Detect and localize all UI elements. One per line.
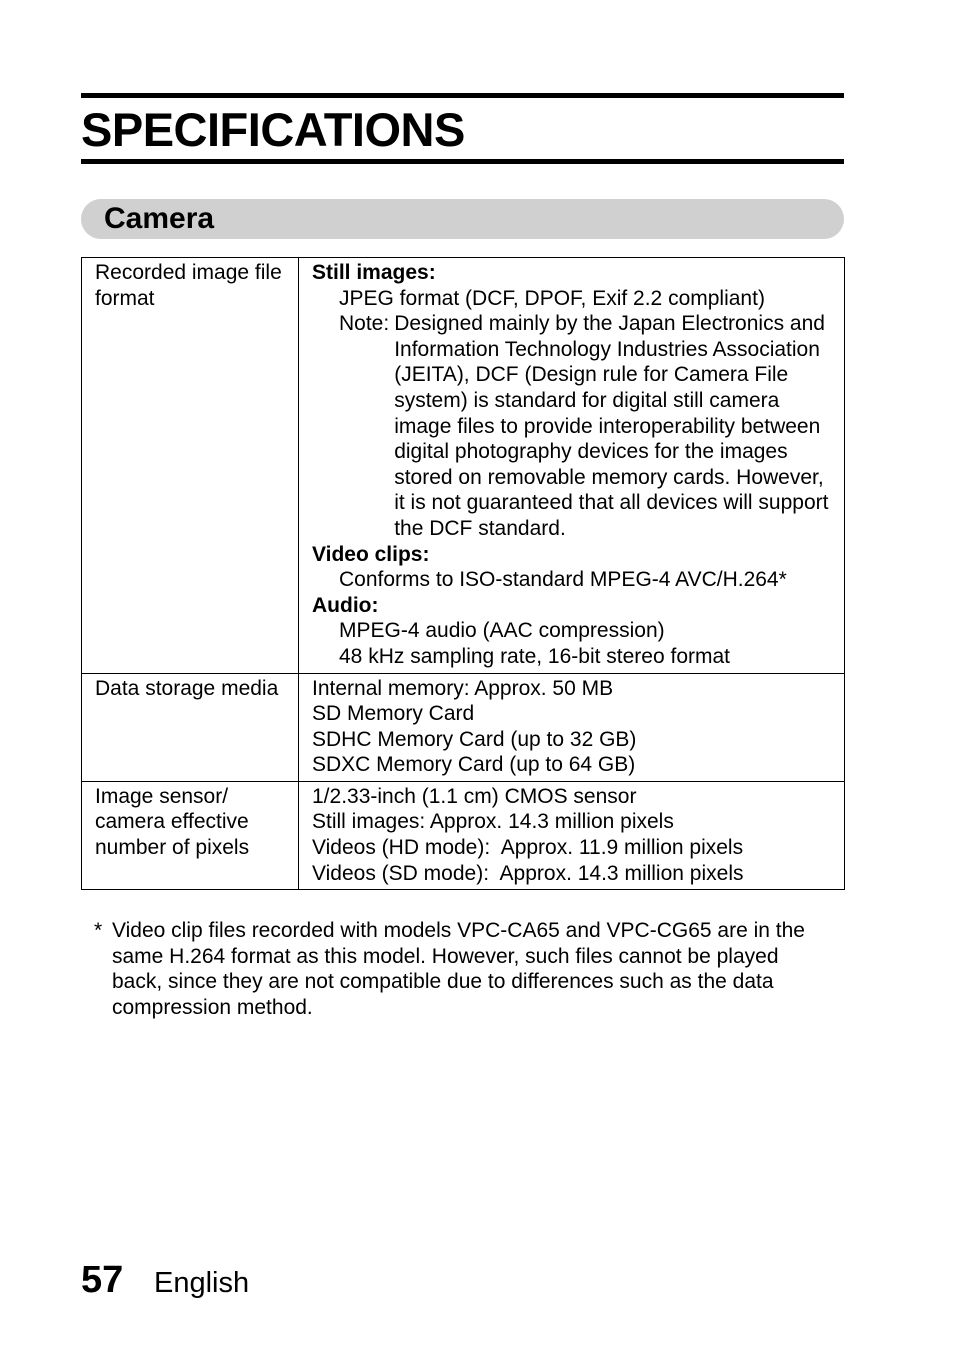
footnote-mark: *	[94, 919, 103, 942]
specifications-table	[81, 257, 845, 890]
page-title: SPECIFICATIONS	[81, 103, 465, 156]
table-row	[82, 673, 845, 781]
note-prefix: Note:	[339, 312, 390, 336]
row-value	[299, 781, 845, 889]
value-line: Videos (SD mode): Approx. 14.3 million pixels	[312, 861, 744, 885]
value-line: SD Memory Card	[312, 702, 475, 726]
footnote	[94, 918, 834, 1020]
page-language: English	[154, 1267, 250, 1299]
row-value	[299, 258, 845, 674]
section-title: Camera	[104, 202, 215, 235]
section-header	[81, 199, 844, 239]
still-images-heading: Still images:	[312, 261, 436, 284]
row-label: Image sensor/ camera effective number of pixels	[82, 781, 299, 889]
dcf-note	[312, 311, 834, 541]
video-clips-format: Conforms to ISO-standard MPEG-4 AVC/H.264*	[339, 568, 787, 592]
value-line: SDHC Memory Card (up to 32 GB)	[312, 727, 637, 751]
audio-heading: Audio:	[312, 593, 379, 617]
footnote-text: Video clip files recorded with models VPC-CA65 and VPC-CG65 are in the same H.264 format as this model. However, such files cannot be played back, since they are not compatible due to differences such as the data compression method.	[112, 919, 805, 1019]
row-value	[299, 673, 845, 781]
note-text: Designed mainly by the Japan Electronics and Information Technology Industries Association (JEITA), DCF (Design rule for Camera File system) is standard for digital still camera image files to provide interoperability between digital photography devices for the images stored on removable memory cards. However, it is not guaranteed that all devices will support the DCF standard.	[394, 312, 829, 540]
title-block	[81, 93, 844, 164]
value-line: Internal memory: Approx. 50 MB	[312, 676, 614, 700]
value-line: 1/2.33-inch (1.1 cm) CMOS sensor	[312, 784, 637, 808]
still-images-format: JPEG format (DCF, DPOF, Exif 2.2 compliant)	[339, 286, 765, 310]
row-label: Recorded image file format	[82, 258, 299, 674]
value-line: SDXC Memory Card (up to 64 GB)	[312, 753, 636, 777]
audio-sampling: 48 kHz sampling rate, 16-bit stereo format	[339, 644, 731, 668]
table-row	[82, 781, 845, 889]
value-line: Still images: Approx. 14.3 million pixels	[312, 810, 674, 834]
row-label: Data storage media	[82, 673, 299, 781]
table-row	[82, 258, 845, 674]
video-clips-heading: Video clips:	[312, 542, 430, 566]
page-number: 57	[81, 1259, 124, 1301]
audio-format: MPEG-4 audio (AAC compression)	[339, 619, 665, 643]
value-line: Videos (HD mode): Approx. 11.9 million pixels	[312, 836, 744, 860]
